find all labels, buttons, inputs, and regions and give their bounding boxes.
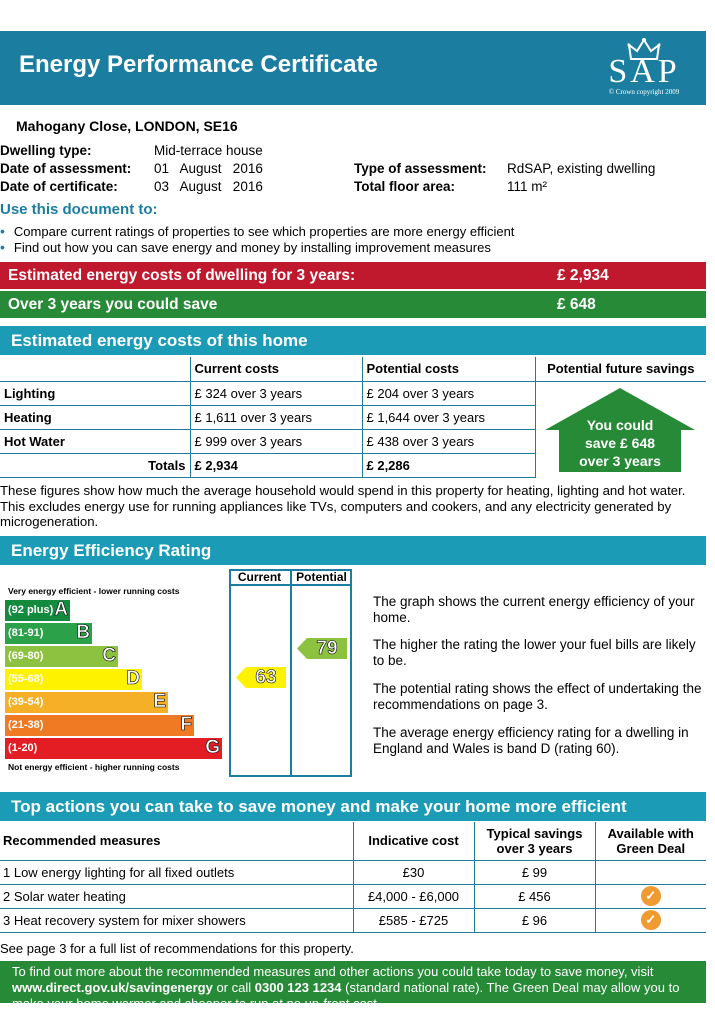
dwelling-type-value: Mid-terrace house xyxy=(154,143,263,158)
table-row xyxy=(0,884,706,908)
efficiency-text-3: The potential rating shows the effect of undertaking the recommendations on page 3. xyxy=(373,681,702,712)
savings-label: Over 3 years you could save xyxy=(8,296,218,313)
savings-arrow xyxy=(535,382,706,474)
band-range: (81-91) xyxy=(8,627,44,639)
cost: £585 - £725 xyxy=(353,908,474,932)
totals-potential: £ 2,286 xyxy=(362,453,535,477)
copyright: © Crown copyright 2009 xyxy=(608,88,680,96)
header-potential-costs: Potential costs xyxy=(362,357,535,381)
saving: £ 96 xyxy=(474,908,595,932)
band-letter: A xyxy=(54,599,68,620)
header-banner xyxy=(0,31,706,105)
estimated-cost-label: Estimated energy costs of dwelling for 3 years: xyxy=(8,267,356,284)
figures-explanation: These figures show how much the average household would spend in this property for heating, lighting and hot water. This excludes energy use for running appliances like TVs, computers and cookers, and any electricity generated by microgeneration. xyxy=(0,483,686,529)
property-address: Mahogany Close, LONDON, SE16 xyxy=(16,118,238,134)
use-document-heading: Use this document to: xyxy=(0,201,158,218)
header-current-costs: Current costs xyxy=(190,357,362,381)
row-potential: £ 1,644 over 3 years xyxy=(362,405,535,429)
footer-text-3: (standard national rate). The Green Deal may allow you to make your home warmer and cheaper to run at no up-front cost. xyxy=(12,980,680,1011)
efficiency-text-4: The average energy efficiency rating for a dwelling in England and Wales is band D (rating 60). xyxy=(373,725,689,756)
rating-band-g xyxy=(5,738,222,759)
date-assessment-value: 01 August 2016 xyxy=(154,161,263,176)
arrow-line-2: save £ 648 xyxy=(584,435,656,451)
col-current-label: Current xyxy=(237,570,282,584)
top-note: Very energy efficient - lower running costs xyxy=(8,586,180,596)
floor-area-label: Total floor area: xyxy=(354,179,456,194)
saving: £ 99 xyxy=(474,860,595,884)
recommendations-note: See page 3 for a full list of recommendations for this property. xyxy=(0,941,354,956)
row-current: £ 1,611 over 3 years xyxy=(190,405,362,429)
band-letter: E xyxy=(153,691,166,712)
header-savings: Typical savings over 3 years xyxy=(474,822,595,860)
band-letter: C xyxy=(102,645,116,666)
band-range: (69-80) xyxy=(8,650,44,662)
check-icon: ✓ xyxy=(641,886,661,906)
section-costs-heading: Estimated energy costs of this home xyxy=(0,326,706,355)
arrow-line-1: You could xyxy=(586,417,654,433)
band-range: (55-68) xyxy=(8,673,44,685)
check-icon: ✓ xyxy=(641,910,661,930)
row-label: Lighting xyxy=(0,381,190,405)
section-actions-heading: Top actions you can take to save money and make your home more efficient xyxy=(0,792,706,821)
band-range: (21-38) xyxy=(8,719,44,731)
table-header-row xyxy=(0,357,706,381)
row-label: Hot Water xyxy=(0,429,190,453)
band-range: (39-54) xyxy=(8,696,44,708)
date-certificate-label: Date of certificate: xyxy=(0,179,118,194)
actions-table xyxy=(0,822,706,933)
sap-logo xyxy=(594,37,694,99)
rating-band-b xyxy=(5,623,92,644)
row-potential: £ 204 over 3 years xyxy=(362,381,535,405)
date-certificate-value: 03 August 2016 xyxy=(154,179,263,194)
rating-band-a xyxy=(5,600,70,621)
footer-phone: 0300 123 1234 xyxy=(254,980,342,995)
table-row xyxy=(0,908,706,932)
col-potential-label: Potential xyxy=(296,570,347,584)
sap-logo-text: SAP xyxy=(608,53,680,90)
footer-link[interactable]: www.direct.gov.uk/savingenergy xyxy=(12,980,213,995)
current-rating-value: 63 xyxy=(255,667,277,688)
efficiency-text-2: The higher the rating the lower your fuel bills are likely to be. xyxy=(373,637,696,668)
footer-text-1: To find out more about the recommended measures and other actions you could take today to save money, visit xyxy=(12,964,654,979)
section-efficiency-heading: Energy Efficiency Rating xyxy=(0,536,706,565)
measure: 3 Heat recovery system for mixer showers xyxy=(0,908,353,932)
row-label: Heating xyxy=(0,405,190,429)
band-range: (92 plus) xyxy=(8,604,54,616)
band-letter: F xyxy=(180,714,192,735)
green-deal xyxy=(595,860,706,884)
table-header-row xyxy=(0,822,706,860)
bullet-item: • Find out how you can save energy and money by installing improvement measures xyxy=(0,239,491,255)
green-deal xyxy=(595,884,706,908)
footer-banner xyxy=(0,961,706,1011)
rating-band-c xyxy=(5,646,118,667)
date-assessment-label: Date of assessment: xyxy=(0,161,132,176)
row-current: £ 999 over 3 years xyxy=(190,429,362,453)
cost: £30 xyxy=(353,860,474,884)
header-future-savings: Potential future savings xyxy=(535,357,706,381)
measure: 2 Solar water heating xyxy=(0,884,353,908)
current-rating-marker xyxy=(236,667,286,688)
savings-value: £ 648 xyxy=(557,296,596,313)
arrow-line-3: over 3 years xyxy=(579,453,661,469)
type-assessment-value: RdSAP, existing dwelling xyxy=(507,161,656,176)
band-range: (1-20) xyxy=(8,742,38,754)
table-row xyxy=(0,860,706,884)
dwelling-type-label: Dwelling type: xyxy=(0,143,92,158)
efficiency-text-1: The graph shows the current energy efficiency of your home. xyxy=(373,594,695,625)
header-green-deal: Available with Green Deal xyxy=(595,822,706,860)
footer-text-2: or call xyxy=(212,980,255,995)
savings-bar xyxy=(0,291,706,318)
band-letter: B xyxy=(76,622,90,643)
estimated-cost-bar xyxy=(0,262,706,289)
floor-area-value: 111 m² xyxy=(507,179,548,194)
rating-band-f xyxy=(5,715,194,736)
header-cost: Indicative cost xyxy=(353,822,474,860)
rating-band-e xyxy=(5,692,168,713)
saving: £ 456 xyxy=(474,884,595,908)
potential-rating-value: 79 xyxy=(316,638,338,659)
green-deal xyxy=(595,908,706,932)
totals-label: Totals xyxy=(0,453,190,477)
row-current: £ 324 over 3 years xyxy=(190,381,362,405)
totals-current: £ 2,934 xyxy=(190,453,362,477)
efficiency-rating-chart xyxy=(0,569,360,779)
cost: £4,000 - £6,000 xyxy=(353,884,474,908)
row-potential: £ 438 over 3 years xyxy=(362,429,535,453)
potential-rating-marker xyxy=(297,638,347,659)
rating-band-d xyxy=(5,669,142,690)
estimated-cost-value: £ 2,934 xyxy=(557,267,609,284)
page-title: Energy Performance Certificate xyxy=(19,51,378,78)
bottom-note: Not energy efficient - higher running costs xyxy=(8,762,180,772)
type-assessment-label: Type of assessment: xyxy=(354,161,487,176)
bullet-item: • Compare current ratings of properties to see which properties are more energy efficient xyxy=(0,223,515,239)
band-letter: G xyxy=(205,737,220,758)
band-letter: D xyxy=(126,668,140,689)
measure: 1 Low energy lighting for all fixed outlets xyxy=(0,860,353,884)
header-measures: Recommended measures xyxy=(0,822,353,860)
